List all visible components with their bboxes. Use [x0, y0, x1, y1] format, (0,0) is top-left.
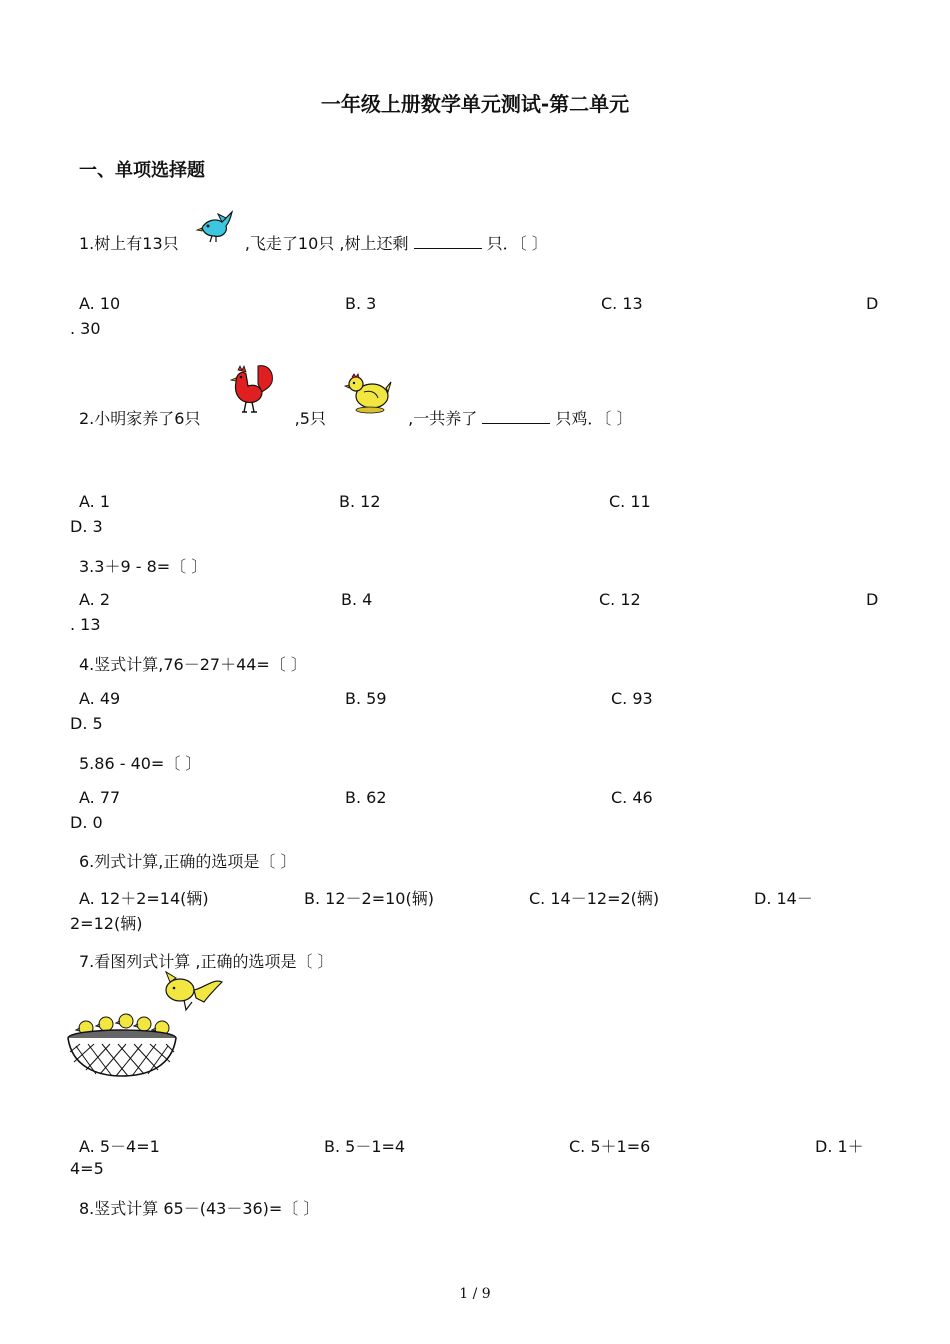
question-6: 6.列式计算,正确的选项是〔 〕 [79, 852, 297, 871]
option-d[interactable]: D. 0 [70, 813, 103, 832]
option-a[interactable]: A. 12＋2=14(辆) [79, 889, 209, 908]
option-b[interactable]: B. 3 [345, 294, 377, 313]
question-7: 7.看图列式计算 ,正确的选项是〔 〕 [79, 952, 334, 971]
option-a[interactable]: A. 10 [79, 294, 121, 313]
option-d[interactable]: D. 5 [70, 714, 103, 733]
option-d[interactable]: D [866, 590, 879, 609]
option-c[interactable]: C. 46 [611, 788, 653, 807]
section-heading: 一、单项选择题 [79, 160, 205, 181]
question-2-text-a: 2.小明家养了6只 [79, 409, 201, 428]
option-d[interactable]: D. 1＋ [815, 1137, 864, 1156]
basket-icon [68, 1030, 176, 1076]
page-number: 1 / 9 [459, 1286, 491, 1302]
option-b[interactable]: B. 5－1=4 [324, 1137, 406, 1156]
option-a[interactable]: A. 49 [79, 689, 121, 708]
option-c[interactable]: C. 93 [611, 689, 653, 708]
question-1-text-a: 1.树上有13只 [79, 234, 179, 253]
hen-icon [344, 372, 392, 414]
question-3: 3.3＋9 - 8=〔 〕 [79, 557, 208, 576]
option-b[interactable]: B. 59 [345, 689, 387, 708]
option-b[interactable]: B. 62 [345, 788, 387, 807]
flying-chick-icon [166, 972, 222, 1010]
option-c[interactable]: C. 5＋1=6 [569, 1137, 651, 1156]
option-d-continued: . 30 [70, 319, 101, 338]
question-8: 8.竖式计算 65－(43－36)=〔 〕 [79, 1199, 320, 1218]
chicks-basket-picture [66, 968, 230, 1080]
option-a[interactable]: A. 1 [79, 492, 111, 511]
question-1-text-c: 只．〔 〕 [486, 234, 548, 253]
question-1 [79, 231, 548, 254]
option-a[interactable]: A. 2 [79, 590, 111, 609]
answer-blank[interactable] [414, 234, 482, 249]
option-d-continued: . 13 [70, 615, 101, 634]
option-a[interactable]: A. 5－4=1 [79, 1137, 160, 1156]
page-title: 一年级上册数学单元测试-第二单元 [320, 92, 630, 116]
option-d-continued: 2=12(辆) [70, 914, 143, 933]
option-c[interactable]: C. 11 [609, 492, 651, 511]
question-2-text-c: ,一共养了 [408, 409, 478, 428]
rooster-icon [228, 362, 278, 414]
answer-blank[interactable] [482, 409, 550, 424]
option-a[interactable]: A. 77 [79, 788, 121, 807]
question-2-text-d: 只鸡．〔 〕 [555, 409, 633, 428]
option-c[interactable]: C. 12 [599, 590, 641, 609]
option-d[interactable]: D. 14－ [754, 889, 813, 908]
question-4: 4.竖式计算,76－27＋44=〔 〕 [79, 655, 307, 674]
question-5: 5.86 - 40=〔 〕 [79, 754, 202, 773]
option-b[interactable]: B. 4 [341, 590, 373, 609]
option-d-continued: 4=5 [70, 1159, 104, 1178]
question-1-text-b: ,飞走了10只 ,树上还剩 [244, 234, 409, 253]
option-d[interactable]: D [866, 294, 879, 313]
option-b[interactable]: B. 12－2=10(辆) [304, 889, 434, 908]
question-2-text-b: ,5只 [294, 409, 326, 428]
option-c[interactable]: C. 14－12=2(辆) [529, 889, 660, 908]
bird-icon [196, 206, 238, 246]
option-b[interactable]: B. 12 [339, 492, 381, 511]
option-c[interactable]: C. 13 [601, 294, 643, 313]
option-d[interactable]: D. 3 [70, 517, 103, 536]
